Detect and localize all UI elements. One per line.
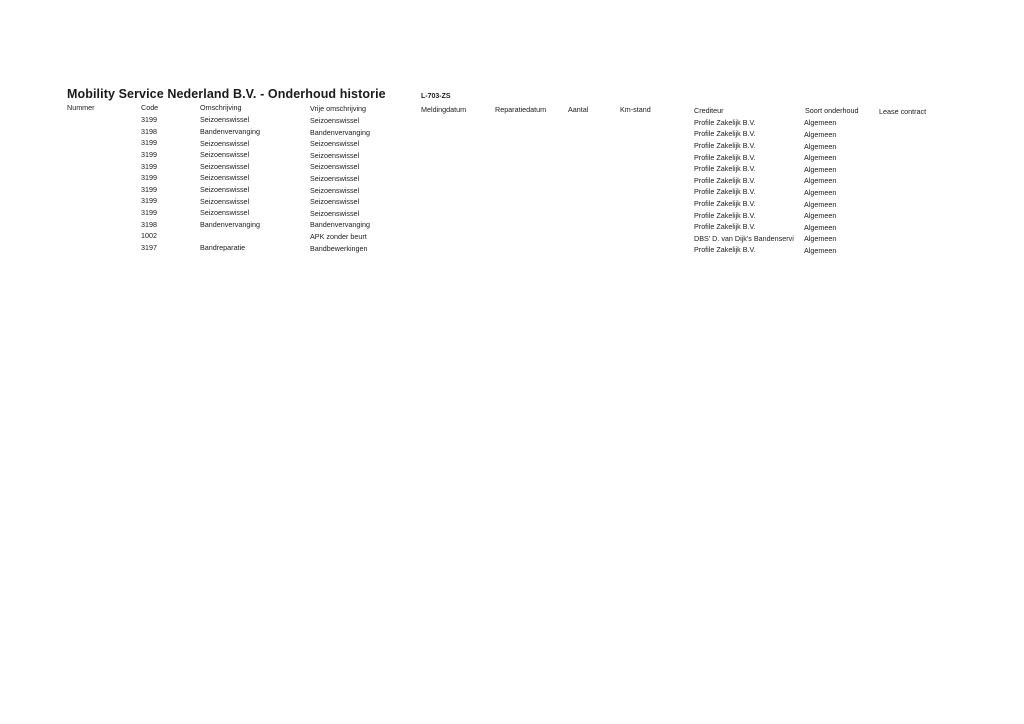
- cell-code: 3199: [141, 138, 157, 148]
- cell-omschrijving: Seizoenswissel: [200, 138, 250, 148]
- cell-soort: Algemeen: [804, 211, 837, 221]
- cell-crediteur: Profile Zakelijk B.V.: [694, 210, 756, 220]
- col-header-lease-contract: Lease contract: [879, 107, 927, 116]
- cell-crediteur: Profile Zakelijk B.V.: [694, 129, 756, 139]
- cell-crediteur: DBS' D. van Dijk's Bandenservi: [694, 233, 794, 243]
- col-header-omschrijving: Omschrijving: [200, 103, 242, 112]
- cell-vrije: APK zonder beurt: [310, 232, 367, 241]
- cell-soort: Algemeen: [804, 153, 837, 163]
- page-title: Mobility Service Nederland B.V. - Onderhoud historie: [67, 87, 386, 101]
- cell-crediteur: Profile Zakelijk B.V.: [694, 199, 756, 208]
- cell-vrije: Bandenvervanging: [310, 220, 370, 230]
- cell-omschrijving: Bandenvervanging: [200, 219, 260, 229]
- cell-vrije: Seizoenswissel: [310, 150, 360, 160]
- col-header-vrije-omschrijving: Vrije omschrijving: [310, 104, 367, 113]
- cell-vrije: Seizoenswissel: [310, 185, 360, 195]
- col-header-meldingdatum: Meldingdatum: [421, 105, 467, 114]
- cell-soort: Algemeen: [804, 129, 837, 139]
- col-header-km-stand: Km-stand: [620, 105, 651, 114]
- cell-code: 1002: [141, 231, 157, 241]
- col-header-code: Code: [141, 103, 159, 112]
- cell-omschrijving: Seizoenswissel: [200, 185, 250, 194]
- col-header-reparatiedatum: Reparatiedatum: [495, 105, 547, 114]
- col-header-crediteur: Crediteur: [694, 106, 724, 115]
- cell-crediteur: Profile Zakelijk B.V.: [694, 222, 756, 232]
- cell-crediteur: Profile Zakelijk B.V.: [694, 152, 756, 162]
- cell-soort: Algemeen: [804, 141, 837, 151]
- cell-crediteur: Profile Zakelijk B.V.: [694, 187, 756, 197]
- cell-code: 3197: [141, 242, 157, 252]
- cell-crediteur: Profile Zakelijk B.V.: [694, 175, 756, 185]
- cell-vrije: Seizoenswissel: [310, 197, 360, 207]
- cell-crediteur: Profile Zakelijk B.V.: [694, 164, 756, 174]
- col-header-soort-onderhoud: Soort onderhoud: [805, 106, 859, 115]
- col-header-nummer: Nummer: [67, 103, 95, 112]
- cell-omschrijving: Bandenvervanging: [200, 127, 260, 136]
- cell-vrije: Seizoenswissel: [310, 116, 360, 125]
- col-header-aantal: Aantal: [568, 105, 589, 114]
- cell-omschrijving: Seizoenswissel: [200, 173, 250, 183]
- cell-omschrijving: Seizoenswissel: [200, 115, 250, 125]
- cell-vrije: Seizoenswissel: [310, 162, 360, 172]
- cell-code: 3198: [141, 126, 157, 136]
- cell-soort: Algemeen: [804, 234, 837, 244]
- cell-omschrijving: Seizoenswissel: [200, 161, 250, 171]
- cell-code: 3199: [141, 184, 157, 194]
- cell-code: 3198: [141, 219, 157, 229]
- cell-crediteur: Profile Zakelijk B.V.: [694, 245, 756, 255]
- cell-vrije: Seizoenswissel: [310, 139, 360, 149]
- cell-crediteur: Profile Zakelijk B.V.: [694, 141, 756, 150]
- cell-code: 3199: [141, 173, 157, 183]
- cell-omschrijving: Seizoenswissel: [200, 196, 250, 206]
- cell-soort: Algemeen: [804, 187, 837, 197]
- cell-code: 3199: [141, 161, 157, 171]
- cell-code: 3199: [141, 196, 157, 206]
- license-plate: L-703-ZS: [421, 93, 451, 100]
- cell-code: 3199: [141, 208, 157, 217]
- cell-soort: Algemeen: [804, 245, 837, 255]
- cell-code: 3199: [141, 150, 157, 159]
- cell-omschrijving: Bandreparatie: [200, 243, 246, 252]
- cell-omschrijving: Seizoenswissel: [200, 208, 250, 218]
- cell-vrije: Seizoenswissel: [310, 208, 360, 218]
- cell-soort: Algemeen: [804, 222, 837, 232]
- cell-vrije: Seizoenswissel: [310, 174, 360, 183]
- cell-soort: Algemeen: [804, 199, 837, 209]
- cell-omschrijving: Seizoenswissel: [200, 150, 250, 160]
- cell-vrije: Bandbewerkingen: [310, 243, 368, 253]
- cell-soort: Algemeen: [804, 118, 837, 128]
- cell-soort: Algemeen: [804, 164, 837, 174]
- cell-soort: Algemeen: [804, 176, 837, 186]
- cell-crediteur: Profile Zakelijk B.V.: [694, 117, 756, 127]
- cell-vrije: Bandenvervanging: [310, 127, 370, 137]
- cell-code: 3199: [141, 115, 157, 125]
